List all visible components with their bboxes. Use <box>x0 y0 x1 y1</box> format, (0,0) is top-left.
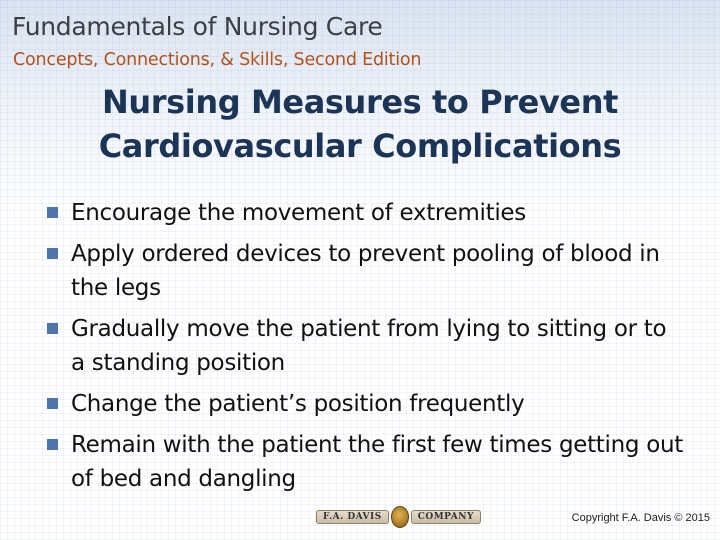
slide-title <box>50 80 670 168</box>
logo-emblem-icon <box>391 506 409 528</box>
bullet-item <box>45 312 685 380</box>
square-bullet-icon <box>47 439 58 450</box>
bullet-item <box>45 237 685 305</box>
copyright-notice: Copyright F.A. Davis © 2015 <box>571 512 710 524</box>
book-title: Fundamentals of Nursing Care <box>12 12 383 41</box>
square-bullet-icon <box>47 248 58 259</box>
bullet-item <box>45 428 685 496</box>
bullet-item <box>45 387 685 421</box>
bullet-text: Remain with the patient the first few times getting out of bed and dangling <box>71 432 683 492</box>
bullet-text: Encourage the movement of extremities <box>71 200 526 226</box>
bullet-item <box>45 196 685 230</box>
slide-title-line-1: Nursing Measures to Prevent <box>101 83 619 121</box>
logo-right-plate: COMPANY <box>411 510 481 524</box>
logo-left-plate: F.A. DAVIS <box>316 510 389 524</box>
bullet-text: Gradually move the patient from lying to sitting or to a standing position <box>71 316 667 376</box>
bullet-text: Apply ordered devices to prevent pooling of blood in the legs <box>71 241 660 301</box>
book-subtitle: Concepts, Connections, & Skills, Second Edition <box>13 50 422 70</box>
slide-title-line-2: Cardiovascular Complications <box>98 127 622 165</box>
square-bullet-icon <box>47 323 58 334</box>
square-bullet-icon <box>47 398 58 409</box>
square-bullet-icon <box>47 207 58 218</box>
bullet-list <box>45 196 685 503</box>
publisher-logo <box>316 506 481 528</box>
bullet-text: Change the patient’s position frequently <box>71 391 525 417</box>
